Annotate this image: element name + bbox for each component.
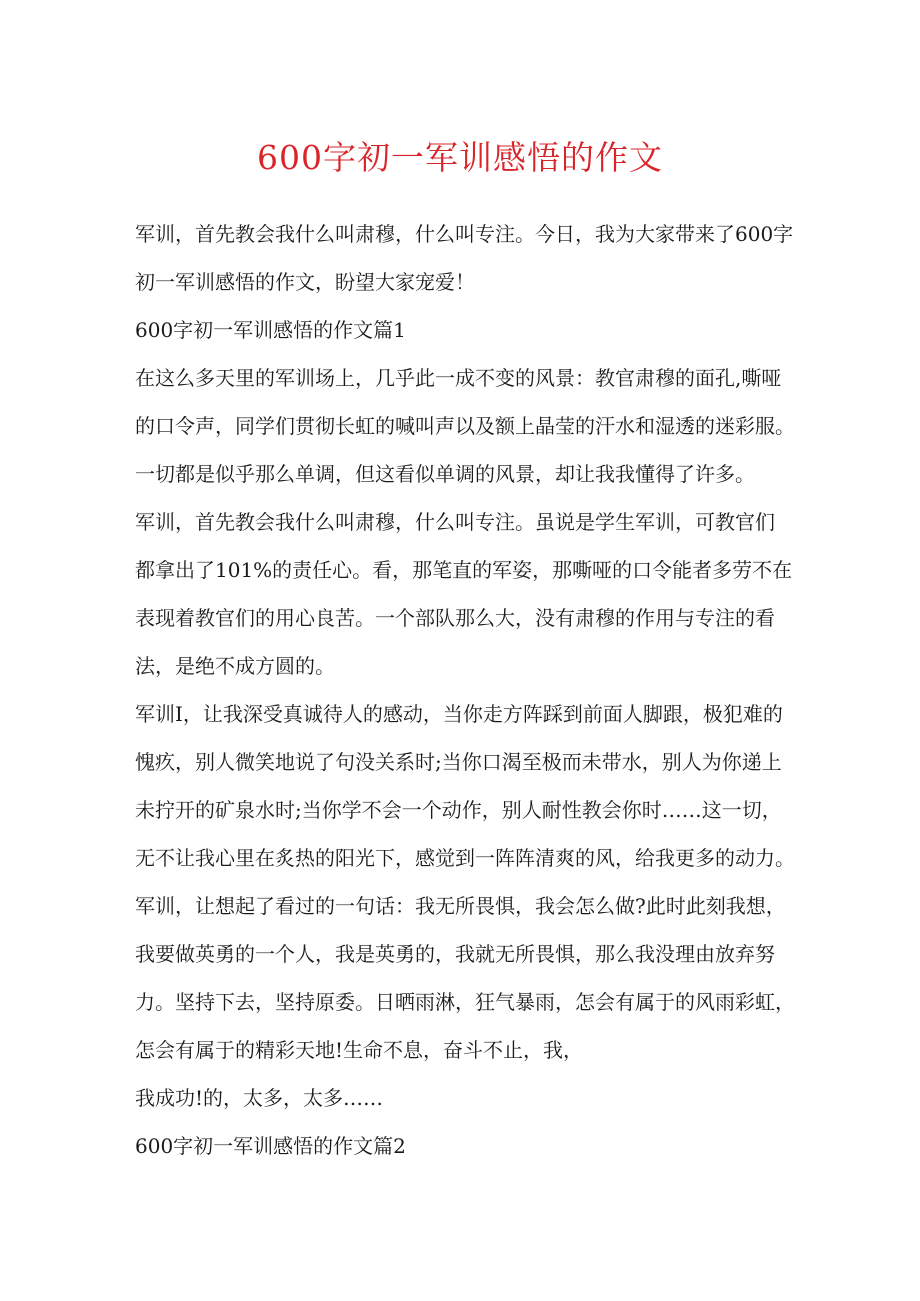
text-line: 军训，首先教会我什么叫肃穆，什么叫专注。今日，我为大家带来了600字 <box>135 222 794 246</box>
text-line: 在这么多天里的军训场上，几乎此一成不变的风景：教官肃穆的面孔,嘶哑 <box>135 366 782 390</box>
section-heading-1 <box>135 306 795 354</box>
text-line: 一切都是似乎那么单调，但这看似单调的风景，却让我我懂得了许多。 <box>135 462 755 486</box>
text-line: 的口令声，同学们贯彻长虹的喊叫声以及额上晶莹的汗水和湿透的迷彩服。 <box>135 414 795 438</box>
intro-paragraph <box>135 210 795 306</box>
document-body <box>135 210 795 1170</box>
text-line: 我成功!的，太多，太多…… <box>135 1086 384 1110</box>
text-line: 表现着教官们的用心良苦。一个部队那么大，没有肃穆的作用与专注的看 <box>135 606 775 630</box>
text-line: 军训，让想起了看过的一句话：我无所畏惧，我会怎么做?此时此刻我想， <box>135 894 786 918</box>
text-line: 法，是绝不成方圆的。 <box>135 654 335 678</box>
text-line: 军训I，让我深受真诚待人的感动，当你走方阵踩到前面人脚跟，极犯难的 <box>135 702 783 726</box>
paragraph-1 <box>135 354 795 498</box>
document-title: 600字初一军训感悟的作文 <box>257 138 663 177</box>
text-line: 初一军训感悟的作文，盼望大家宠爱！ <box>135 270 475 294</box>
text-line: 愧疚，别人微笑地说了句没关系时;当你口渴至极而未带水，别人为你递上 <box>135 750 782 774</box>
paragraph-3 <box>135 690 795 882</box>
section-heading-text: 600字初一军训感悟的作文篇1 <box>135 318 406 342</box>
paragraph-5 <box>135 1074 795 1122</box>
text-line: 无不让我心里在炙热的阳光下，感觉到一阵阵清爽的风，给我更多的动力。 <box>135 846 795 870</box>
text-line: 军训，首先教会我什么叫肃穆，什么叫专注。虽说是学生军训，可教官们 <box>135 510 775 534</box>
paragraph-2 <box>135 498 795 690</box>
text-line: 未拧开的矿泉水时;当你学不会一个动作，别人耐性教会你时……这一切， <box>135 798 782 822</box>
section-heading-2 <box>135 1122 795 1170</box>
paragraph-4 <box>135 882 795 1074</box>
text-line: 我要做英勇的一个人，我是英勇的，我就无所畏惧，那么我没理由放弃努 <box>135 942 775 966</box>
text-line: 都拿出了101%的责任心。看，那笔直的军姿，那嘶哑的口令能者多劳不在 <box>135 558 793 582</box>
text-line: 怎会有属于的精彩天地!生命不息，奋斗不止，我， <box>135 1038 584 1062</box>
text-line: 力。坚持下去，坚持原委。日晒雨淋，狂气暴雨，怎会有属于的风雨彩虹， <box>135 990 795 1014</box>
section-heading-text: 600字初一军训感悟的作文篇2 <box>135 1134 406 1158</box>
